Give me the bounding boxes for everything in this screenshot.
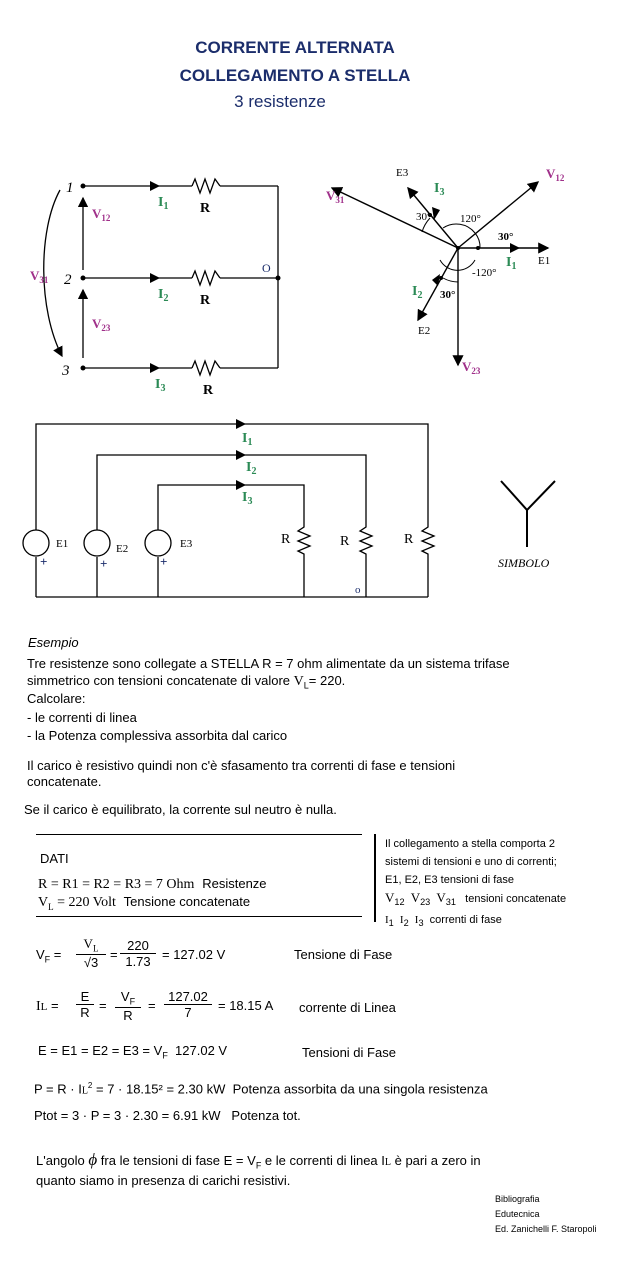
resistor-1: [192, 178, 220, 194]
formula-il-eq2: =: [148, 998, 156, 1013]
source-e1-plus: +: [40, 554, 48, 569]
note-2: Se il carico è equilibrato, la corrente sul neutro è nulla.: [24, 802, 337, 817]
phasor-diagram: [310, 160, 620, 405]
load-resistor-1: [298, 523, 310, 597]
source-e3: [145, 530, 171, 556]
conclusion-line-2: quanto siamo in presenza di carichi resistivi.: [36, 1173, 291, 1188]
angle-30-right: 30°: [498, 231, 514, 243]
formula-e-desc: Tensioni di Fase: [302, 1045, 396, 1060]
page-subtitle: COLLEGAMENTO A STELLA: [179, 66, 411, 85]
page-title: CORRENTE ALTERNATA: [195, 38, 395, 57]
star-circuit-diagram: [0, 160, 310, 400]
phasor-i2-label: $I_2$: [412, 284, 423, 301]
neutral-label: O: [262, 261, 271, 275]
phasor-i1-label: $I_1$: [506, 255, 517, 272]
calc-label: Calcolare:: [27, 691, 86, 706]
voltage-v12-label: $V_{12}$: [92, 206, 111, 223]
dati-divider: [374, 834, 376, 922]
load-resistor-2: [360, 523, 372, 597]
resistor-3: [192, 360, 220, 376]
resistor-2: [192, 270, 220, 286]
formula-p: $P = R \cdot IL^2 = 7 \cdot 18.15^2 = 2.30$ kW Potenza assorbita da una singola resistenza: [34, 1081, 488, 1097]
dati-heading: DATI: [40, 851, 69, 866]
formula-il-lhs: IL =: [36, 998, 59, 1014]
example-line-1: Tre resistenze sono collegate a STELLA R = 7 ohm alimentate da un sistema trifase: [27, 656, 510, 671]
side-note: Il collegamento a stella comporta 2 sistemi di tensioni e uno di correnti; E1, E2, E3 tensioni di fase $V_{12}$ $V_{23}$ $V_{31}$ tensioni concatenate $I_1$ $I_2$ $I_3$ correnti di fase: [385, 838, 567, 929]
load-r2-label: R: [340, 534, 350, 549]
note-1b: concatenate.: [27, 774, 102, 789]
node-2-label: 2: [64, 272, 72, 288]
formula-vf-frac2: $\frac{220}{1.73}$: [120, 938, 156, 969]
page-subtitle-2: 3 resistenze: [234, 92, 326, 111]
current-i1-label: $I_1$: [158, 195, 169, 212]
angle-120: 120°: [460, 213, 481, 225]
formula-il-eq1: =: [99, 998, 107, 1013]
source-load-circuit: [0, 415, 634, 610]
phasor-e3-label: E3: [396, 167, 409, 179]
formula-il-desc: corrente di Linea: [299, 1000, 396, 1015]
resistor-3-label: R: [203, 383, 214, 398]
load-r1-label: R: [281, 532, 291, 547]
formula-vf-frac1: $\frac{V_L}{√3}$: [76, 936, 106, 970]
phasor-v23-label: $V_{23}$: [462, 359, 481, 376]
voltage-v31-label: $V_{31}$: [30, 268, 49, 285]
conclusion-line-1: L'angolo ϕ fra le tensioni di fase $E = V_F$ e le correnti di linea IL è pari a zero in: [36, 1150, 481, 1171]
node-3-label: 3: [62, 363, 70, 379]
voltage-v23-label: $V_{23}$: [92, 316, 111, 333]
phasor-e2-label: E2: [418, 325, 431, 337]
load-r3-label: R: [404, 532, 414, 547]
calc-item-1: - le correnti di linea: [27, 710, 137, 725]
formula-vf-result: = 127.02 V: [162, 947, 226, 962]
source-e2: [84, 530, 110, 556]
source-e2-label: E2: [116, 543, 129, 555]
source-e3-plus: +: [160, 554, 168, 569]
phasor-i3-label: $I_3$: [434, 181, 445, 198]
dati-voltage: $V_L = 220$ Volt Tensione concatenate: [38, 894, 251, 912]
phasor-v31-label: $V_{31}$: [326, 188, 345, 205]
angle-30-left: 30°: [416, 211, 432, 223]
c2-current-i2: $I_2$: [246, 460, 257, 477]
angle-neg120: -120°: [472, 267, 497, 279]
formula-il-result: = 18.15 A: [218, 998, 274, 1013]
source-e1: [23, 530, 49, 556]
formula-ptot: Ptot = 3 · P = 3 · 2.30 = 6.91 kW Potenza tot.: [34, 1108, 301, 1123]
formula-il-frac3: $\frac{127.02}{7}$: [164, 989, 212, 1020]
dati-top-rule: [36, 834, 362, 835]
formula-vf-lhs: $V_F$ =: [36, 947, 62, 965]
angle-30-bottom: 30°: [440, 289, 456, 301]
formula-vf-eq: =: [110, 947, 118, 962]
formula-e: $E = E1 = E2 = E3 = V_F$ 127.02 V: [38, 1043, 228, 1061]
source-e1-label: E1: [56, 538, 69, 550]
dati-bottom-rule: [36, 916, 362, 917]
phasor-e1-label: E1: [538, 255, 551, 267]
resistor-1-label: R: [200, 201, 211, 216]
load-resistor-3: [422, 523, 434, 597]
formula-vf-desc: Tensione di Fase: [294, 947, 393, 962]
current-i3-label: $I_3$: [155, 377, 166, 394]
note-1: Il carico è resistivo quindi non c'è sfasamento tra correnti di fase e tensioni: [27, 758, 456, 773]
dati-resistance: R = R1 = R2 = R3 = 7 Ohm Resistenze: [38, 876, 267, 892]
formula-il-frac1: $\frac{E}{R}$: [76, 989, 94, 1020]
bibliography: Bibliografia Edutecnica Ed. Zanichelli F. Staropoli: [495, 1194, 597, 1234]
example-line-2: simmetrico con tensioni concatenate di valore $V_L= 220$.: [27, 673, 346, 691]
c2-current-i1: $I_1$: [242, 431, 253, 448]
phasor-v12-label: $V_{12}$: [546, 166, 565, 183]
formula-il-frac2: $\frac{V_F}{R}$: [115, 989, 141, 1023]
source-e2-plus: +: [100, 556, 108, 571]
c2-neutral-label: o: [355, 584, 361, 596]
source-e3-label: E3: [180, 538, 193, 550]
c2-current-i3: $I_3$: [242, 490, 253, 507]
example-heading: Esempio: [28, 635, 79, 650]
current-i2-label: $I_2$: [158, 287, 169, 304]
node-1-label: 1: [66, 180, 74, 196]
star-symbol-icon: [501, 481, 555, 510]
calc-item-2: - la Potenza complessiva assorbita dal carico: [27, 728, 288, 743]
symbol-label: SIMBOLO: [498, 556, 550, 570]
resistor-2-label: R: [200, 293, 211, 308]
